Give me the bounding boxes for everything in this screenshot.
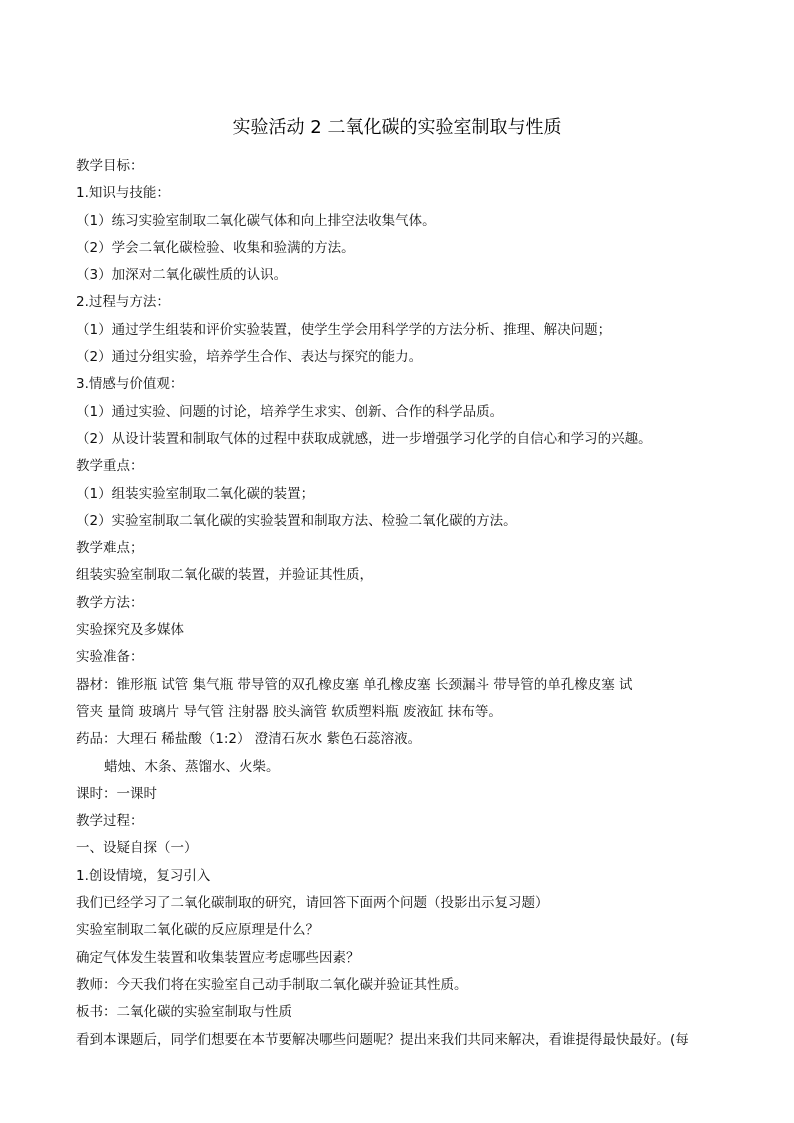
- text-line: 组装实验室制取二氧化碳的装置，并验证其性质，: [76, 567, 373, 584]
- text-line: 实验探究及多媒体: [76, 622, 184, 639]
- text-line: （2）学会二氧化碳检验、收集和验满的方法。: [76, 239, 355, 256]
- document-body: [76, 153, 718, 1054]
- text-line: 1.知识与技能：: [76, 185, 170, 202]
- text-line: 一、设疑自探（一）: [76, 840, 198, 857]
- text-line: 药品：大理石 稀盐酸（1:2） 澄清石灰水 紫色石蕊溶液。: [76, 731, 422, 748]
- text-line: 2.过程与方法：: [76, 294, 170, 311]
- text-line: （1）组装实验室制取二氧化碳的装置；: [76, 485, 315, 502]
- text-line: 器材：锥形瓶 试管 集气瓶 带导管的双孔橡皮塞 单孔橡皮塞 长颈漏斗 带导管的单孔橡皮塞 试: [76, 676, 633, 693]
- text-line: 板书：二氧化碳的实验室制取与性质: [76, 1004, 292, 1021]
- text-line: 教学过程：: [76, 813, 144, 830]
- text-line: 教师：今天我们将在实验室自己动手制取二氧化碳并验证其性质。: [76, 976, 468, 993]
- text-line: （1）练习实验室制取二氧化碳气体和向上排空法收集气体。: [76, 212, 436, 229]
- text-line: 管夹 量筒 玻璃片 导气管 注射器 胶头滴管 软质塑料瓶 废液缸 抹布等。: [76, 703, 502, 720]
- text-line: 实验室制取二氧化碳的反应原理是什么？: [76, 922, 319, 939]
- text-line: 教学目标：: [76, 158, 144, 174]
- text-line: 我们已经学习了二氧化碳制取的研究，请回答下面两个问题（投影出示复习题）: [76, 895, 549, 912]
- text-line: 看到本课题后，同学们想要在本节要解决哪些问题呢？提出来我们共同来解决，看谁提得最快最好。(每: [76, 1031, 689, 1048]
- text-line: 蜡烛、木条、蒸馏水、火柴。: [104, 758, 280, 775]
- text-line: 课时：一课时: [76, 785, 157, 802]
- document-title: 实验活动 2 二氧化碳的实验室制取与性质: [232, 117, 562, 138]
- text-line: 教学方法：: [76, 594, 144, 611]
- text-line: 教学难点；: [76, 540, 144, 557]
- text-line: （1）通过学生组装和评价实验装置，使学生学会用科学学的方法分析、推理、解决问题；: [76, 321, 612, 338]
- text-line: 3.情感与价值观：: [76, 376, 184, 393]
- text-line: 实验准备：: [76, 649, 144, 666]
- text-line: 1.创设情境，复习引入: [76, 867, 211, 884]
- text-line: （1）通过实验、问题的讨论，培养学生求实、创新、合作的科学品质。: [76, 403, 504, 420]
- text-line: （2）通过分组实验，培养学生合作、表达与探究的能力。: [76, 349, 423, 366]
- text-line: （3）加深对二氧化碳性质的认识。: [76, 267, 288, 284]
- text-line: 确定气体发生装置和收集装置应考虑哪些因素？: [76, 949, 360, 966]
- text-line: （2）从设计装置和制取气体的过程中获取成就感，进一步增强学习化学的自信心和学习的兴趣。: [76, 430, 652, 447]
- text-line: （2）实验室制取二氧化碳的实验装置和制取方法、检验二氧化碳的方法。: [76, 512, 517, 529]
- text-line: 教学重点：: [76, 458, 144, 475]
